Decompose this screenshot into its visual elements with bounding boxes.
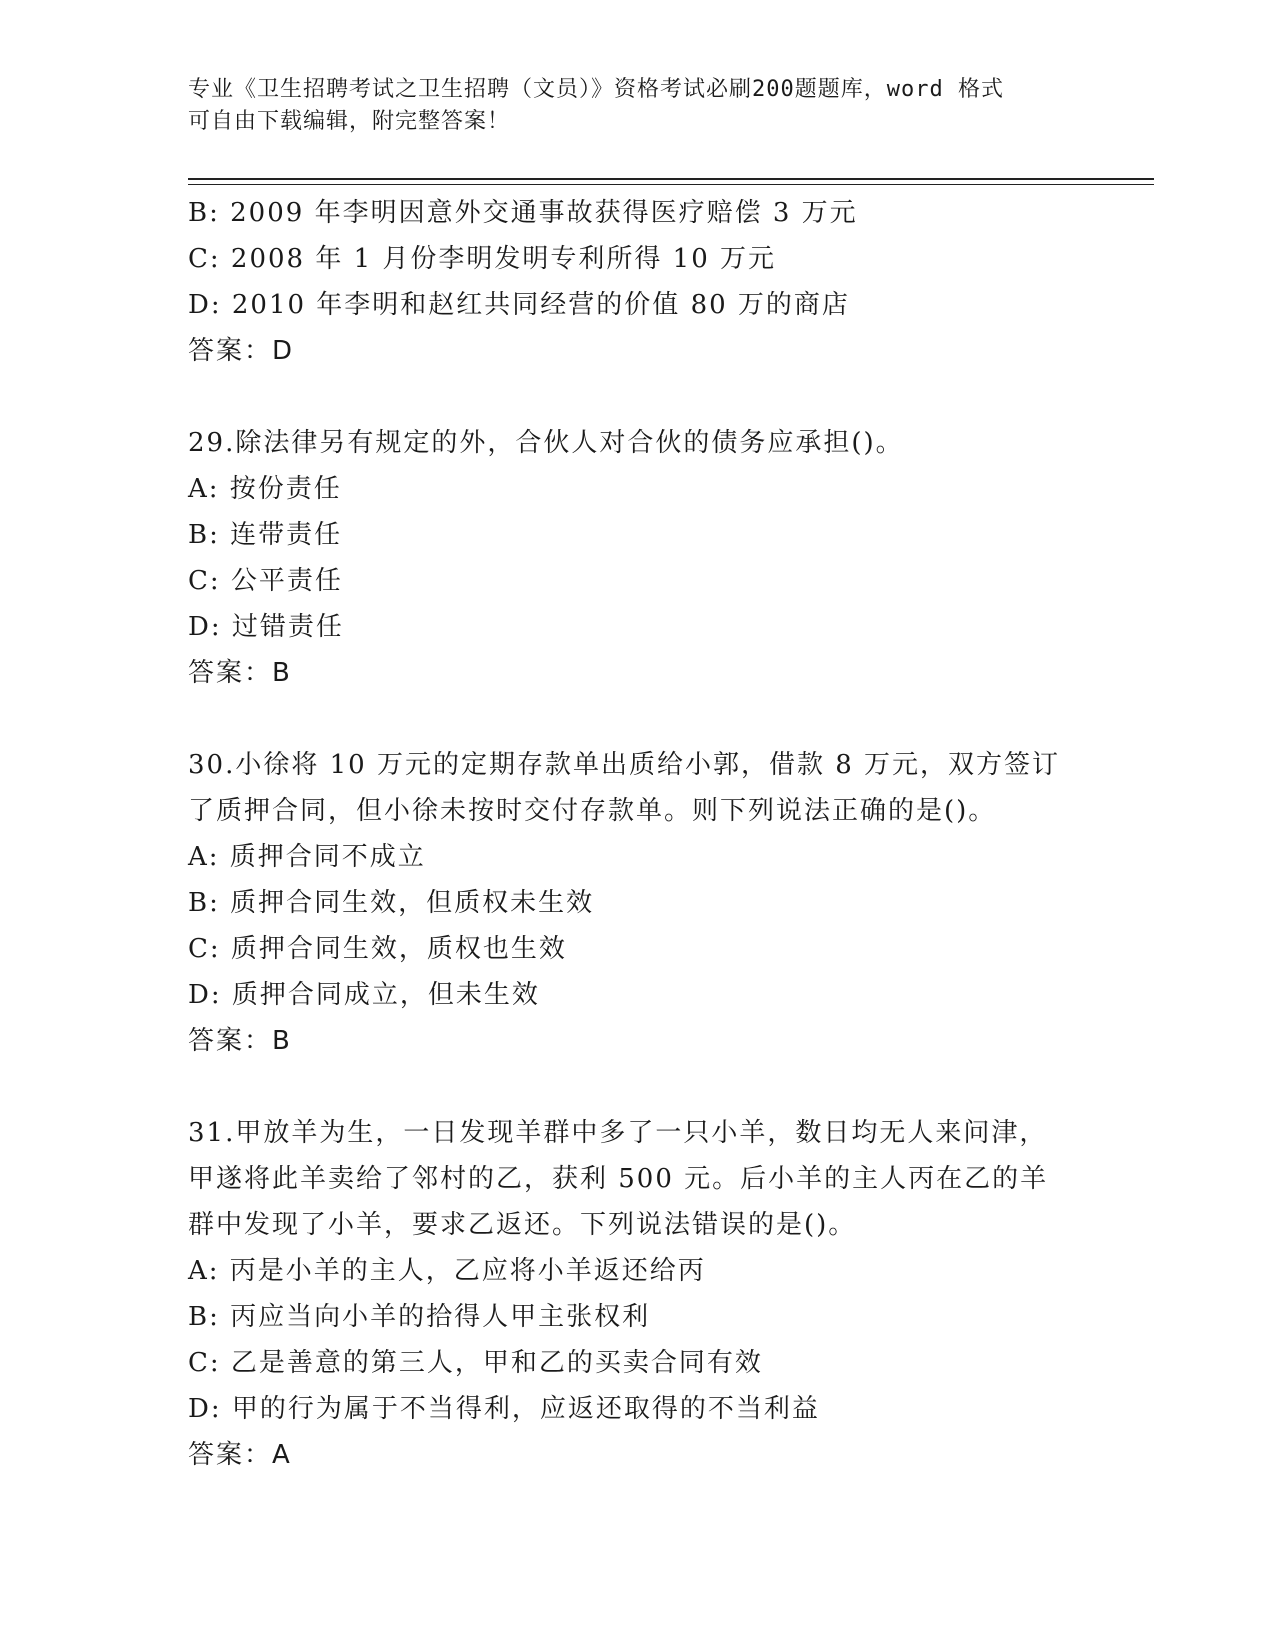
header-divider [188, 178, 1154, 185]
question-30-answer: 答案：B [188, 1026, 292, 1056]
spacer [188, 696, 1118, 742]
question-31-option-d: D: 甲的行为属于不当得利，应返还取得的不当利益 [188, 1394, 820, 1424]
question-30-option-d: D: 质押合同成立，但未生效 [188, 980, 540, 1010]
spacer [188, 1064, 1118, 1110]
question-28-option-c: C: 2008 年 1 月份李明发明专利所得 10 万元 [188, 244, 777, 274]
question-list [188, 190, 1118, 1478]
question-30-option-a: A: 质押合同不成立 [188, 842, 426, 872]
question-30 [188, 742, 1118, 1064]
question-28-answer: 答案：D [188, 336, 295, 366]
question-30-stem-line-2: 了质押合同，但小徐未按时交付存款单。则下列说法正确的是()。 [188, 796, 997, 826]
question-31-option-b: B: 丙应当向小羊的拾得人甲主张权利 [188, 1302, 651, 1332]
question-31-stem-line-3: 群中发现了小羊，要求乙返还。下列说法错误的是()。 [188, 1210, 857, 1240]
question-31-stem-line-2: 甲遂将此羊卖给了邻村的乙，获利 500 元。后小羊的主人丙在乙的羊 [188, 1164, 1049, 1194]
question-29-stem: 29.除法律另有规定的外，合伙人对合伙的债务应承担()。 [188, 428, 904, 458]
question-31-answer: 答案：A [188, 1440, 292, 1470]
question-29-answer: 答案：B [188, 658, 292, 688]
question-28-option-b: B: 2009 年李明因意外交通事故获得医疗赔偿 3 万元 [188, 198, 858, 228]
question-31-stem-line-1: 31.甲放羊为生，一日发现羊群中多了一只小羊，数日均无人来问津， [188, 1118, 1048, 1148]
header-line-2: 可自由下载编辑，附完整答案！ [188, 109, 511, 134]
question-31 [188, 1110, 1118, 1478]
header-line-1: 专业《卫生招聘考试之卫生招聘（文员）》资格考试必刷200题题库，word 格式 [188, 77, 1004, 102]
question-30-stem-line-1: 30.小徐将 10 万元的定期存款单出质给小郭，借款 8 万元，双方签订 [188, 750, 1061, 780]
question-29-option-b: B: 连带责任 [188, 520, 343, 550]
question-29 [188, 420, 1118, 696]
question-29-option-c: C: 公平责任 [188, 566, 343, 596]
question-30-option-c: C: 质押合同生效，质权也生效 [188, 934, 567, 964]
question-29-option-a: A: 按份责任 [188, 474, 342, 504]
document-header [188, 74, 1068, 138]
question-30-option-b: B: 质押合同生效，但质权未生效 [188, 888, 595, 918]
question-31-option-c: C: 乙是善意的第三人，甲和乙的买卖合同有效 [188, 1348, 763, 1378]
question-29-option-d: D: 过错责任 [188, 612, 344, 642]
question-28-option-d: D: 2010 年李明和赵红共同经营的价值 80 万的商店 [188, 290, 850, 320]
question-31-option-a: A: 丙是小羊的主人，乙应将小羊返还给丙 [188, 1256, 706, 1286]
question-28 [188, 190, 1118, 374]
spacer [188, 374, 1118, 420]
